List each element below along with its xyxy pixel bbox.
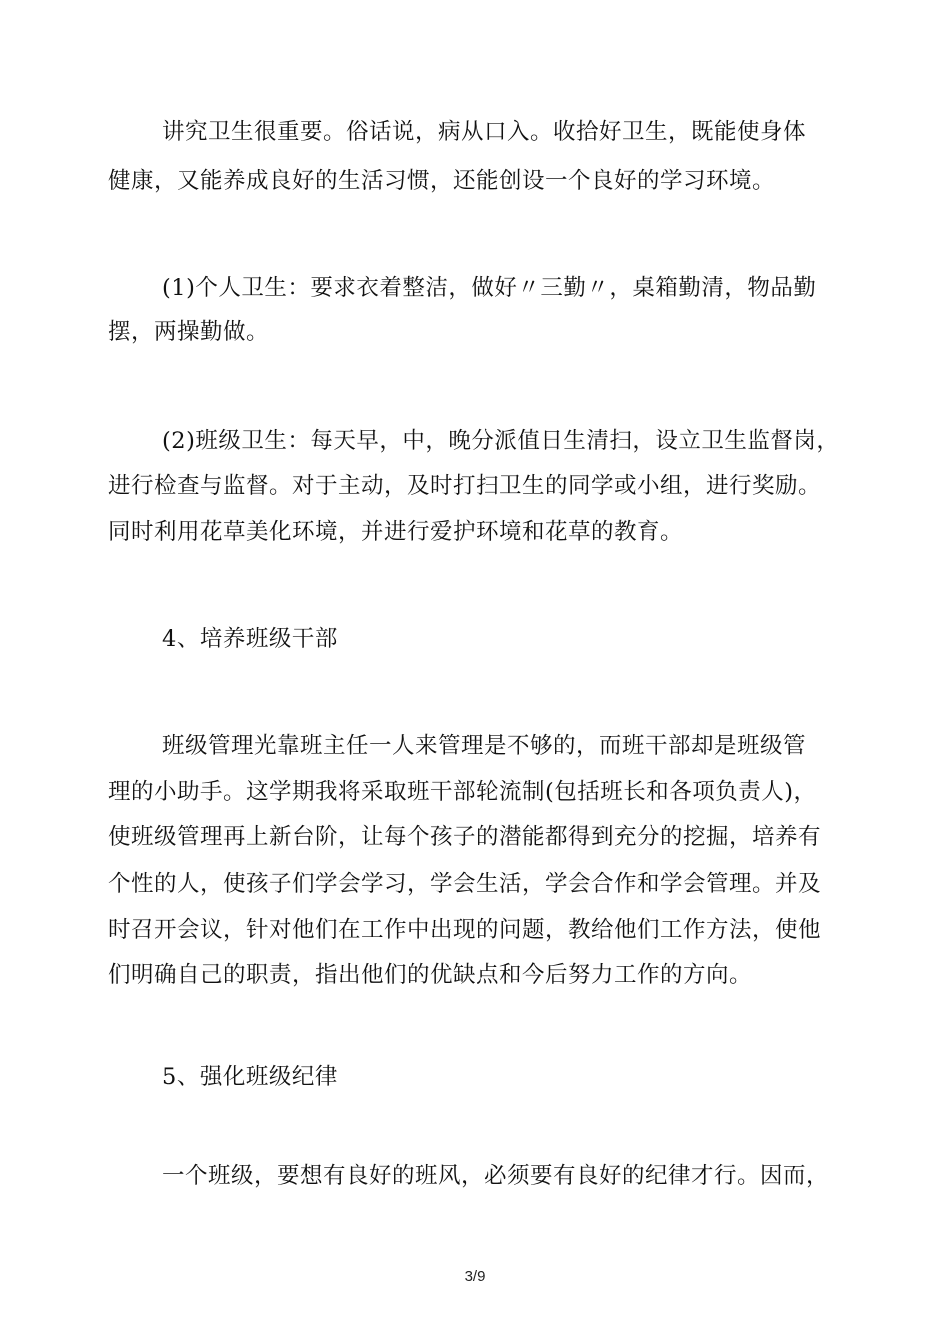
section-heading-4: 4、培养班级干部 <box>162 626 338 652</box>
paragraph-7-line-1: 一个班级，要想有良好的班风，必须要有良好的纪律才行。因而， <box>162 1163 830 1189</box>
paragraph-2-line-2: 摆，两操勤做。 <box>108 319 270 345</box>
paragraph-3-line-3: 同时利用花草美化环境，并进行爱护环境和花草的教育。 <box>108 519 684 545</box>
paragraph-3-line-2: 进行检查与监督。对于主动，及时打扫卫生的同学或小组，进行奖励。 <box>108 473 822 499</box>
paragraph-1-line-2: 健康，又能养成良好的生活习惯，还能创设一个良好的学习环境。 <box>108 168 776 194</box>
page-number: 3/9 <box>464 1268 486 1285</box>
paragraph-5-line-5: 时召开会议，针对他们在工作中出现的问题，教给他们工作方法，使他 <box>108 917 822 943</box>
paragraph-5-line-3: 使班级管理再上新台阶，让每个孩子的潜能都得到充分的挖掘，培养有 <box>108 824 822 850</box>
section-heading-5: 5、强化班级纪律 <box>162 1064 338 1090</box>
paragraph-5-line-4: 个性的人，使孩子们学会学习，学会生活，学会合作和学会管理。并及 <box>108 871 822 897</box>
paragraph-5-line-1: 班级管理光靠班主任一人来管理是不够的，而班干部却是班级管 <box>162 733 807 759</box>
paragraph-5-line-2: 理的小助手。这学期我将采取班干部轮流制(包括班长和各项负责人)， <box>108 779 817 805</box>
paragraph-5-line-6: 们明确自己的职责，指出他们的优缺点和今后努力工作的方向。 <box>108 962 753 988</box>
paragraph-3-line-1: (2)班级卫生：每天早，中，晚分派值日生清扫，设立卫生监督岗， <box>162 428 840 454</box>
paragraph-1-line-1: 讲究卫生很重要。俗话说，病从口入。收拾好卫生，既能使身体 <box>162 119 807 145</box>
paragraph-2-line-1: (1)个人卫生：要求衣着整洁，做好〃三勤〃，桌箱勤清，物品勤 <box>162 275 817 301</box>
